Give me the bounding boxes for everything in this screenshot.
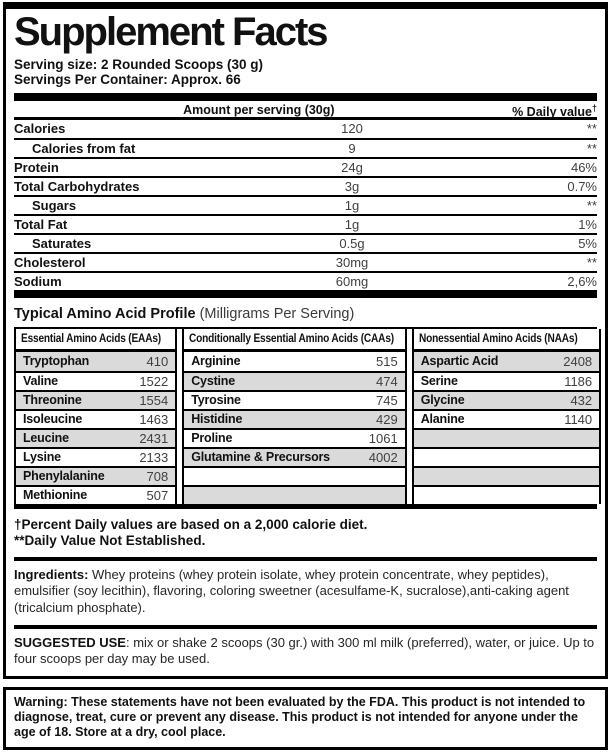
row-label: Sodium	[14, 273, 62, 289]
row-daily-value: **	[586, 140, 597, 156]
amino-name: Leucine	[23, 431, 69, 446]
amino-row	[184, 447, 404, 466]
amino-value: 4002	[368, 449, 398, 465]
amino-name: Arginine	[191, 354, 241, 369]
amino-value: 1554	[139, 392, 169, 408]
facts-row-cholesterol	[14, 252, 597, 271]
amino-row	[414, 371, 599, 390]
amino-row	[184, 409, 404, 428]
amino-value: 474	[375, 373, 398, 389]
facts-row-total-carbohydrates	[14, 176, 597, 195]
row-daily-value: **	[586, 254, 597, 270]
amino-name: Phenylalanine	[23, 469, 105, 484]
amino-name: Aspartic Acid	[420, 354, 499, 369]
amino-name: Methionine	[23, 488, 87, 503]
warning-text: These statements have not been evaluated by the FDA. This product is not intended to diagnose, treat, cure or prevent any disease. This product is not intended for anyone under the age of 18. Store at a dry, cool place.	[14, 694, 586, 740]
row-amount: 3g	[344, 178, 360, 194]
amino-row	[16, 466, 175, 485]
amino-profile-title	[14, 306, 597, 322]
row-amount: 1g	[344, 216, 360, 232]
row-daily-value: **	[586, 121, 597, 137]
row-amount: 120	[341, 121, 363, 137]
amino-row	[16, 447, 175, 466]
row-daily-value: 2,6%	[567, 273, 597, 289]
amino-row	[184, 390, 404, 409]
row-label: Total Carbohydrates	[14, 178, 140, 194]
suggested-use-label: SUGGESTED USE	[14, 634, 126, 650]
amino-name: Lysine	[23, 450, 61, 465]
ingredients-text: Whey proteins (whey protein isolate, whey protein concentrate, whey peptides), emulsifier (soy lecithin), flavoring, coloring sweetner (acesulfame-K, sucralose),anti-caking agent (tricalcium phosphate).	[14, 566, 569, 616]
amino-column-header	[184, 329, 404, 352]
amino-name: Cystine	[191, 374, 235, 389]
amino-row	[184, 428, 404, 447]
amino-row	[16, 409, 175, 428]
row-daily-value: 0.7%	[567, 178, 597, 194]
row-label: Calories from fat	[32, 140, 136, 156]
amino-value: 507	[146, 487, 169, 503]
amino-profile-table	[14, 327, 597, 509]
servings-per-container-line: Servings Per Container: Approx. 66	[14, 72, 241, 88]
facts-row-calories	[14, 120, 597, 138]
facts-row-protein	[14, 157, 597, 176]
amino-name: Threonine	[23, 393, 82, 408]
amino-value: 1140	[564, 411, 593, 427]
amino-row	[414, 352, 599, 371]
amount-per-serving-header: Amount per serving (30g)	[183, 102, 335, 117]
amino-row	[184, 352, 404, 371]
amino-value: 2431	[139, 430, 169, 446]
amino-value: 1522	[139, 373, 169, 389]
warning-box	[3, 687, 608, 750]
amino-value: 1463	[139, 411, 169, 427]
amino-name: Tyrosine	[191, 393, 241, 408]
ingredients-section	[14, 561, 597, 625]
row-amount: 1g	[344, 197, 360, 213]
amino-row-empty	[414, 447, 599, 466]
amino-name: Isoleucine	[23, 412, 83, 427]
warning-label: Warning:	[14, 694, 68, 709]
amino-profile-title-text: Typical Amino Acid Profile	[14, 305, 196, 322]
daily-value-header-text: % Daily value	[512, 104, 592, 119]
ingredients-label: Ingredients:	[14, 566, 89, 582]
footnotes	[14, 517, 597, 550]
facts-row-total-fat	[14, 214, 597, 233]
amino-column-header-text: Essential Amino Acids (EAAs)	[21, 332, 161, 345]
amino-value: 2408	[563, 353, 593, 369]
amino-name: Glutamine & Precursors	[191, 450, 330, 465]
amino-value: 1186	[564, 373, 593, 389]
amino-profile-subtitle: (Milligrams Per Serving)	[199, 305, 355, 322]
facts-row-saturates	[14, 233, 597, 252]
section-divider	[14, 93, 597, 101]
amino-name: Histidine	[191, 412, 243, 427]
row-label: Calories	[14, 121, 66, 137]
row-label: Protein	[14, 159, 59, 175]
page-title: Supplement Facts	[14, 10, 327, 54]
amino-row	[184, 371, 404, 390]
row-label: Cholesterol	[14, 254, 86, 270]
facts-row-sugars	[14, 195, 597, 214]
amino-row	[414, 390, 599, 409]
amino-row-empty	[414, 466, 599, 485]
amino-name: Glycine	[420, 393, 465, 408]
amino-value: 745	[375, 392, 398, 408]
facts-row-sodium	[14, 271, 597, 290]
daily-value-header	[512, 103, 597, 119]
amino-column-header-text: Nonessential Amino Acids (NAAs)	[418, 332, 578, 345]
amino-row	[16, 352, 175, 371]
amino-row-empty	[414, 428, 599, 447]
amino-row	[16, 428, 175, 447]
footnote-not-established: **Daily Value Not Established.	[14, 533, 206, 549]
amino-name: Proline	[191, 431, 233, 446]
amino-column-naa	[412, 329, 601, 504]
section-divider	[14, 290, 597, 298]
row-amount: 0.5g	[339, 235, 365, 251]
amino-value: 515	[375, 353, 398, 369]
amino-value: 708	[146, 468, 169, 484]
amino-value: 1061	[368, 430, 398, 446]
amino-column-eaa	[14, 329, 177, 504]
amino-row-empty	[184, 485, 404, 504]
amino-row	[16, 485, 175, 504]
amino-row	[16, 390, 175, 409]
row-daily-value: 1%	[578, 216, 597, 232]
facts-row-calories-from-fat	[14, 138, 597, 157]
amino-column-header	[16, 329, 175, 352]
suggested-use-text: : mix or shake 2 scoops (30 gr.) with 300 ml milk (preferred), water, or juice. Up to four scoops per day may be used.	[14, 634, 595, 667]
row-daily-value: 5%	[578, 235, 597, 251]
supplement-facts-panel	[3, 2, 608, 679]
amino-value: 429	[375, 411, 398, 427]
amino-row	[16, 371, 175, 390]
row-amount: 9	[348, 140, 356, 156]
amino-row	[414, 409, 599, 428]
row-amount: 24g	[341, 159, 363, 175]
amino-value: 432	[570, 392, 593, 408]
amino-name: Valine	[23, 374, 58, 389]
dagger-symbol: †	[591, 102, 597, 113]
facts-header-row	[14, 101, 597, 120]
amino-column-header	[414, 329, 599, 352]
amino-name: Serine	[420, 374, 458, 389]
amino-name: Tryptophan	[23, 354, 90, 369]
footnote-daily-values: †Percent Daily values are based on a 2,000 calorie diet.	[14, 516, 368, 532]
amino-row-empty	[414, 485, 599, 504]
amino-column-caa	[182, 329, 406, 504]
amino-column-header-text: Conditionally Essential Amino Acids (CAAs)	[189, 332, 395, 345]
row-label: Sugars	[32, 197, 77, 213]
amino-row-empty	[184, 466, 404, 485]
row-amount: 30mg	[335, 254, 369, 270]
amino-name: Alanine	[420, 412, 465, 427]
serving-size-line: Serving size: 2 Rounded Scoops (30 g)	[14, 56, 264, 72]
row-amount: 60mg	[335, 273, 369, 289]
row-label: Total Fat	[14, 216, 68, 232]
row-label: Saturates	[32, 235, 92, 251]
suggested-use-section	[14, 629, 597, 676]
amino-value: 2133	[139, 449, 169, 465]
row-daily-value: 46%	[570, 159, 597, 175]
amino-value: 410	[146, 353, 169, 369]
row-daily-value: **	[586, 197, 597, 213]
